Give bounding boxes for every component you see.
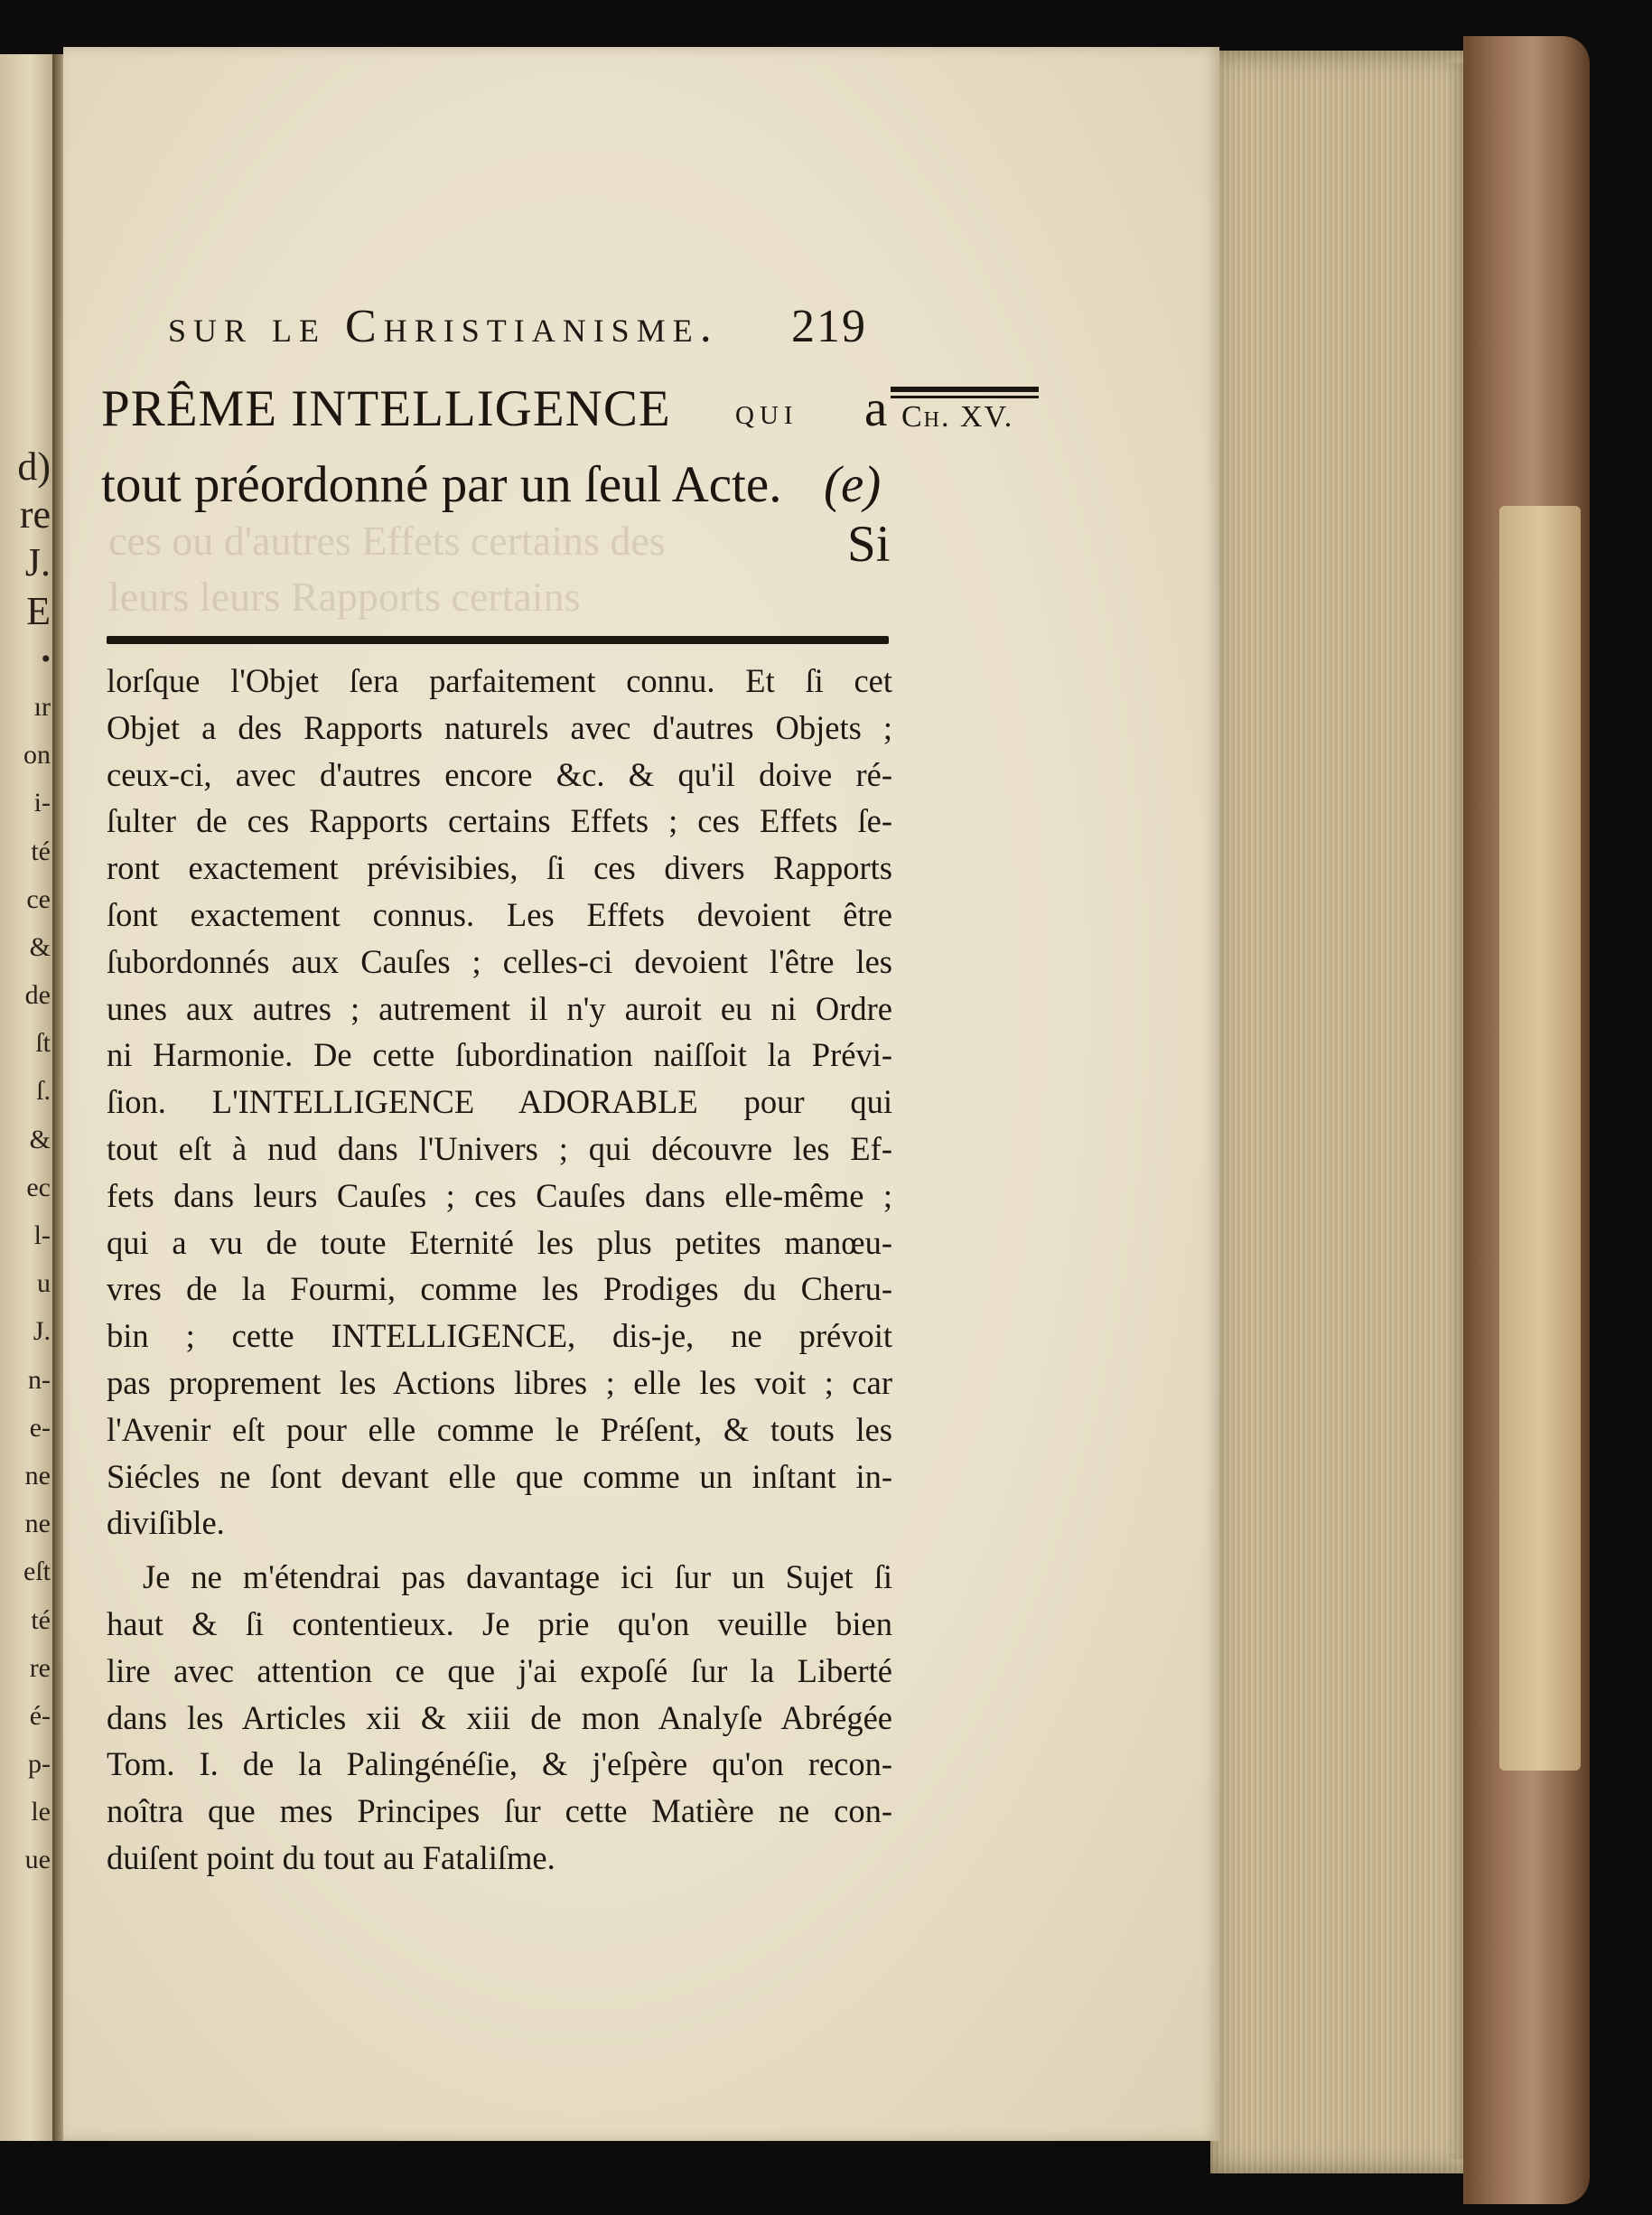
left-page-fragment: E: [26, 588, 51, 633]
left-page-edge: [0, 54, 56, 2141]
supreme-intelligence-caps: PRÊME INTELLIGENCE: [101, 380, 671, 437]
footnote-line: l'Avenir eſt pour elle comme le Préſent, & touts les: [107, 1410, 892, 1448]
left-page-fragment: n-: [28, 1364, 51, 1395]
left-page-fragment: d): [17, 444, 51, 489]
left-page-fragment: le: [31, 1797, 51, 1827]
footnote-line: tout eſt à nud dans l'Univers ; qui découvre les Ef-: [107, 1129, 892, 1167]
footnote-line: dans les Articles xii & xiii de mon Analyſe Abrégée: [107, 1698, 892, 1736]
footnote-line: pas proprement les Actions libres ; elle les voit ; car: [107, 1363, 892, 1401]
page-number: 219: [791, 301, 867, 352]
footnote-line: Objet a des Rapports naturels avec d'autres Objets ;: [107, 708, 892, 746]
chapter-rule-thin: [891, 396, 1039, 398]
footnote-line: lorſque l'Objet ſera parfaitement connu. Et ſi cet: [107, 662, 892, 699]
bleed-through-shadow: ces ou d'autres Effets certains des leurs leurs Rapports certains: [108, 518, 666, 620]
footnote-line: ſont exactement connus. Les Effets devoient être: [107, 895, 892, 933]
left-page-fragment: re: [29, 1652, 51, 1683]
word-a: a: [864, 380, 888, 437]
footnote-line: ceux-ci, avec d'autres encore &c. & qu'il doive ré-: [107, 755, 892, 793]
left-page-fragment: i-: [33, 788, 51, 818]
left-page-fragment: ſt: [35, 1028, 51, 1059]
footnote-line: lire avec attention ce que j'ai expoſé ſur la Liberté: [107, 1651, 892, 1689]
left-page-fragment: é-: [29, 1700, 51, 1731]
running-head-title: sur le Christianisme.: [168, 301, 719, 352]
footnote-line: qui a vu de toute Eternité les plus petites manœu-: [107, 1223, 892, 1261]
line-2-text: tout préordonné par un ſeul Acte.: [101, 456, 782, 513]
running-head: [168, 300, 891, 353]
left-page-fragment: &: [29, 931, 51, 962]
left-page-fragment: e-: [29, 1412, 51, 1443]
footnote-line: bin ; cette INTELLIGENCE, dis-je, ne prévoit: [107, 1317, 892, 1355]
catchword: Si: [847, 516, 891, 573]
footnote-line: noîtra que mes Principes ſur cette Matière ne con-: [107, 1792, 892, 1830]
left-page-fragment: ne: [24, 1509, 51, 1539]
footnote-line: Siécles ne ſont devant elle que comme un inſtant in-: [107, 1457, 892, 1495]
left-page-fragment: té: [31, 836, 51, 866]
footnote-divider: [107, 636, 889, 644]
left-page-fragment: J.: [33, 1316, 51, 1347]
footnote-line: ront exactement prévisibies, ſi ces divers Rapports: [107, 849, 892, 887]
cover-paper-insert: [1499, 506, 1581, 1771]
chapter-label: Ch. XV.: [901, 400, 1014, 434]
footnote-line: vres de la Fourmi, comme les Prodiges du Cheru-: [107, 1270, 892, 1308]
left-page-fragment: ne: [24, 1460, 51, 1491]
footnote-line: ſubordonnés aux Cauſes ; celles-ci devoient l'être les: [107, 942, 892, 980]
footnote-line: duiſent point du tout au Fataliſme.: [107, 1838, 555, 1876]
left-page-fragment: J.: [24, 540, 51, 585]
left-page-fragment: u: [37, 1268, 51, 1299]
page-fore-edge: [1210, 51, 1481, 2173]
left-page-fragment: •: [41, 643, 51, 674]
left-page-fragment: l-: [33, 1220, 51, 1250]
left-page-fragment: ſ.: [36, 1076, 51, 1107]
footnote-line: fets dans leurs Cauſes ; ces Cauſes dans elle-même ;: [107, 1176, 892, 1214]
footnote-reference: (e): [824, 456, 882, 513]
left-page-fragment: té: [31, 1604, 51, 1635]
footnote-line: Je ne m'étendrai pas davantage ici ſur un Sujet ſi: [143, 1558, 892, 1596]
left-page-fragment: re: [19, 492, 51, 537]
left-page-fragment: &: [29, 1124, 51, 1154]
left-page-fragment: p-: [28, 1749, 51, 1780]
footnote-line: haut & ſi contentieux. Je prie qu'on veuille bien: [107, 1604, 892, 1642]
left-page-text-fragments: [0, 443, 51, 1884]
footnote-line: diviſible.: [107, 1504, 225, 1542]
left-page-fragment: eſt: [23, 1556, 51, 1587]
chapter-marginal-label: [891, 387, 1039, 435]
left-page-fragment: de: [24, 980, 51, 1011]
footnote-line: ſulter de ces Rapports certains Effets ; ces Effets ſe-: [107, 802, 892, 840]
left-page-fragment: ır: [33, 691, 51, 722]
text-line-1: [101, 379, 887, 438]
left-page-fragment: ue: [24, 1845, 51, 1875]
word-qui: qui: [735, 391, 798, 433]
chapter-rule-thick: [891, 387, 1039, 392]
left-page-fragment: ce: [26, 883, 51, 914]
left-page-fragment: ec: [26, 1172, 51, 1202]
footnote-line: Tom. I. de la Palingénéſie, & j'eſpère qu'on recon-: [107, 1745, 892, 1783]
text-line-2: [101, 455, 887, 514]
footnote-text: [107, 658, 892, 1882]
footnote-line: ni Harmonie. De cette ſubordination naiſſoit la Prévi-: [107, 1036, 892, 1074]
footnote-line: ſion. L'INTELLIGENCE ADORABLE pour qui: [107, 1083, 892, 1121]
left-page-fragment: on: [23, 740, 51, 771]
footnote-line: unes aux autres ; autrement il n'y auroit eu ni Ordre: [107, 989, 892, 1027]
